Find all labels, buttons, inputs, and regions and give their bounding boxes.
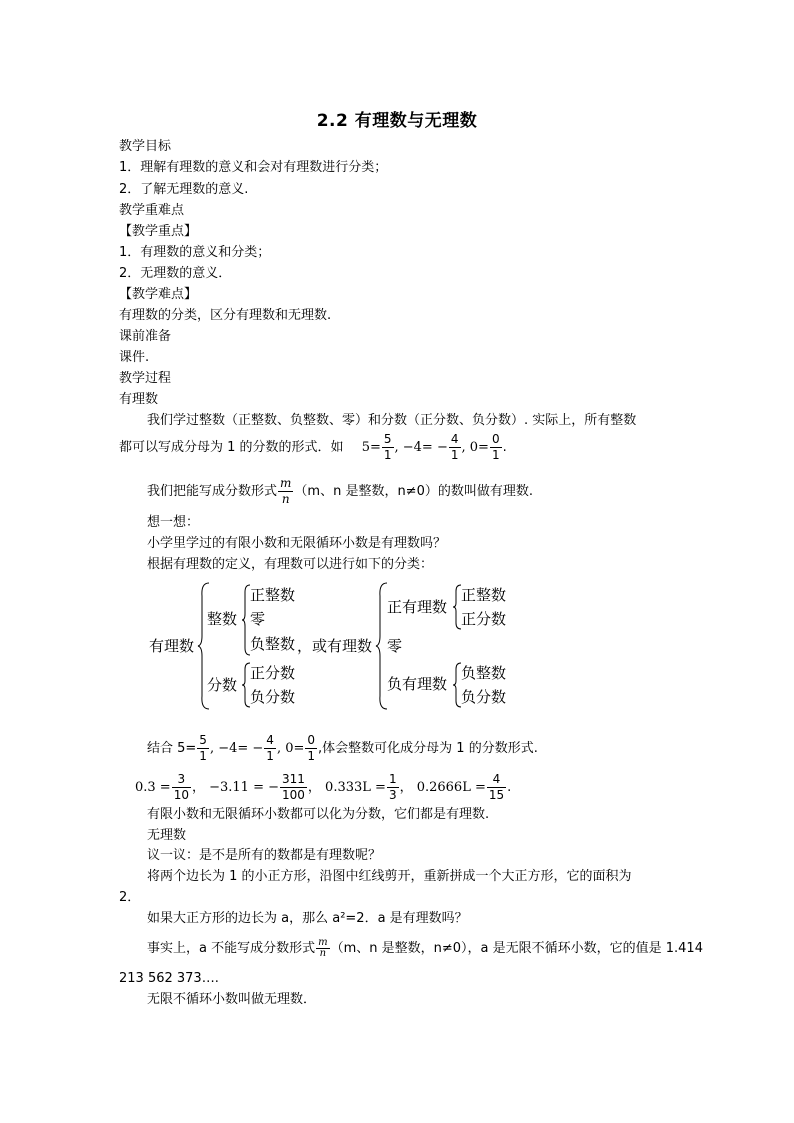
fraction-4-1: $\frac{4}{1}$	[450, 432, 459, 462]
prep-heading: 课前准备	[119, 329, 172, 344]
negative-integer-label: 负整数	[250, 635, 296, 653]
square-line-2: 2．	[119, 890, 141, 905]
definition-line: 无限不循环小数叫做无理数．	[147, 992, 317, 1007]
decimal-1: 0.3 =	[135, 780, 171, 795]
paragraph-1b	[119, 432, 507, 463]
decimal-4: ， 0.2666L =	[399, 780, 486, 795]
fraction-0-1: $\frac{0}{1}$	[491, 432, 500, 462]
decimal-3-fraction: $\frac{1}{3}$	[388, 772, 397, 802]
fact-post: （m、n 是整数，n≠0），a 是无限不循环小数，它的值是 1.414	[330, 941, 703, 956]
combine-fraction-1: $\frac{5}{1}$	[199, 733, 207, 763]
prep-item: 课件.	[119, 350, 150, 365]
combine-fraction-3: $\frac{0}{1}$	[307, 733, 316, 763]
fact-pre: 事实上，a 不能写成分数形式	[147, 941, 316, 956]
process-heading: 教学过程	[119, 371, 172, 386]
objective-2: 2．了解无理数的意义.	[119, 182, 249, 197]
decimal-4-fraction: $\frac{4}{15}$	[488, 772, 505, 802]
rational-heading: 有理数	[119, 392, 159, 407]
fraction-m-n: $\frac{m}{n}$	[280, 476, 292, 506]
fact-fraction-m-n: $\frac{m}{n}$	[318, 937, 328, 959]
root-label: 有理数	[149, 637, 195, 655]
paragraph-2-post: （m、n 是整数，n≠0）的数叫做有理数.	[294, 484, 533, 499]
decimal-end: .	[507, 780, 512, 795]
zero-label: 零	[250, 610, 266, 628]
pr-integer-label: 正整数	[461, 586, 507, 604]
example-1: 5=	[361, 440, 381, 455]
example-end: .	[502, 440, 507, 455]
question-2: 根据有理数的定义，有理数可以进行如下的分类：	[147, 557, 434, 572]
decimals-note: 有限小数和无限循环小数都可以化为分数，它们都是有理数.	[147, 807, 490, 822]
combine-pre: 结合 5=	[147, 741, 197, 756]
irrational-heading: 无理数	[147, 828, 187, 843]
decimal-2: ， −3.11 = −	[191, 780, 280, 795]
fraction-5-1: $\frac{5}{1}$	[383, 432, 392, 462]
example-2: , −4= −	[394, 440, 448, 455]
positive-fraction-label: 正分数	[250, 664, 296, 682]
pr-fraction-label: 正分数	[461, 610, 507, 628]
objectives-heading: 教学目标	[119, 139, 172, 154]
positive-rational-label: 正有理数	[387, 598, 448, 616]
combine-mid-2: , 0=	[276, 741, 305, 756]
question-1: 小学里学过的有限小数和无限循环小数是有理数吗？	[147, 536, 447, 551]
negative-fraction-label: 负分数	[250, 688, 296, 706]
difficulty-heading: 【教学难点】	[119, 287, 198, 302]
fact-line	[147, 938, 703, 959]
combine-end: ,	[318, 741, 323, 756]
fraction-label: 分数	[207, 676, 238, 694]
think-heading: 想一想：	[147, 515, 200, 530]
page-title: 2.2 有理数与无理数	[316, 111, 478, 131]
discuss-line: 议一议：是不是所有的数都是有理数呢？	[147, 848, 382, 863]
fact-continuation: 213 562 373….	[119, 971, 219, 986]
key-point-1: 1．有理数的意义和分类；	[119, 245, 271, 260]
paragraph-1a: 我们学过整数（正整数、负整数、零）和分数（正分数、负分数）. 实际上，所有整数	[147, 413, 637, 428]
key-heading: 【教学重点】	[119, 224, 198, 239]
paragraph-1b-text: 都可以写成分母为 1 的分数的形式．如	[119, 440, 344, 455]
example-3: , 0=	[461, 440, 489, 455]
decimal-2-fraction: $\frac{311}{100}$	[282, 772, 305, 802]
combine-post: 体会整数可化成分母为 1 的分数形式.	[322, 741, 538, 756]
zero-rational-label: 零	[387, 637, 403, 655]
or-text: ，或有理数	[297, 637, 373, 655]
square-line-1: 将两个边长为 1 的小正方形，沿图中红线剪开，重新拼成一个大正方形，它的面积为	[147, 869, 632, 884]
positive-integer-label: 正整数	[250, 586, 296, 604]
nr-integer-label: 负整数	[461, 664, 507, 682]
integer-label: 整数	[207, 610, 238, 628]
objective-1: 1．理解有理数的意义和会对有理数进行分类；	[119, 160, 388, 175]
keypoints-heading: 教学重难点	[119, 203, 185, 218]
decimal-1-fraction: $\frac{3}{10}$	[173, 772, 189, 802]
decimal-conversions	[135, 772, 511, 803]
combine-fraction-2: $\frac{4}{1}$	[266, 733, 274, 763]
combine-line	[147, 733, 538, 764]
decimal-3: ， 0.333L =	[307, 780, 386, 795]
paragraph-2	[147, 476, 533, 507]
nr-fraction-label: 负分数	[461, 688, 507, 706]
negative-rational-label: 负有理数	[387, 675, 448, 693]
key-point-2: 2．无理数的意义．	[119, 266, 232, 281]
paragraph-2-pre: 我们把能写成分数形式	[147, 484, 278, 499]
side-question: 如果大正方形的边长为 a，那么 a²=2．a 是有理数吗？	[147, 911, 468, 926]
difficulty-1: 有理数的分类，区分有理数和无理数.	[119, 308, 332, 323]
combine-mid-1: , −4= −	[209, 741, 264, 756]
